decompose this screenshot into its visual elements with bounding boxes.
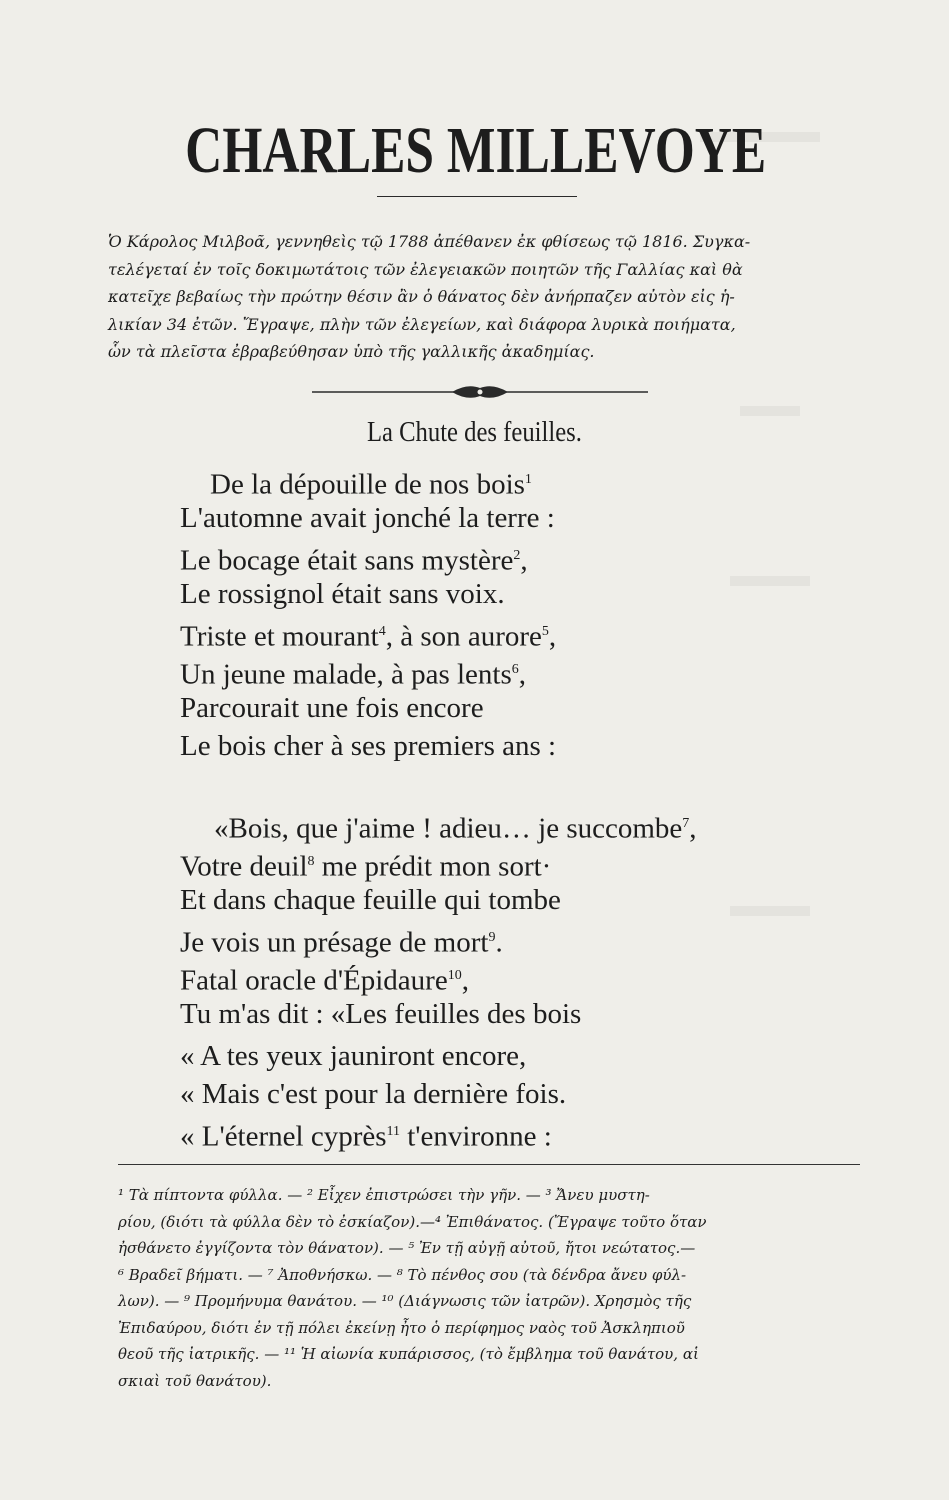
biography-paragraph	[108, 228, 860, 366]
footnotes	[118, 1182, 862, 1394]
footnote-line: ρίου, (διότι τὰ φύλλα δὲν τὸ ἐσκίαζον).—⁴ Ἐπιθάνατος. (Ἔγραψε τοῦτο ὅταν	[118, 1212, 707, 1231]
verse-line: «Bois, que j'aime ! adieu… je succombe$^7$,	[214, 812, 697, 845]
bio-line: τελέγεταί ἐν τοῖς δοκιμωτάτοις τῶν ἐλεγειακῶν ποιητῶν τῆς Γαλλίας καὶ θὰ	[108, 259, 743, 279]
bio-line: Ὁ Κάρολος Μιλβοᾶ, γεννηθεὶς τῷ 1788 ἀπέθανεν ἐκ φθίσεως τῷ 1816. Συγκα-	[108, 232, 751, 251]
verse-line: Fatal oracle d'Épidaure$^{10}$,	[180, 964, 469, 997]
footnote-line: ¹ Τὰ πίπτοντα φύλλα. — ² Εἶχεν ἐπιστρώσει τὴν γῆν. — ³ Ἄνευ μυστη-	[118, 1186, 650, 1204]
footnote-line: σκιαὶ τοῦ θανάτου).	[118, 1371, 272, 1390]
verse-line: Votre deuil$^8$ me prédit mon sort·	[180, 850, 552, 883]
footnote-divider	[118, 1164, 860, 1165]
poem-title: La Chute des feuilles.	[366, 416, 582, 448]
verse-line: Le rossignol était sans voix.	[180, 578, 505, 610]
verse-line: « Mais c'est pour la dernière fois.	[180, 1078, 567, 1110]
bio-line: ὧν τὰ πλεῖστα ἐβραβεύθησαν ὑπὸ τῆς γαλλικῆς ἀκαδημίας.	[108, 342, 595, 361]
verse-line: Je vois un présage de mort$^9$.	[180, 926, 503, 959]
verse-line: L'automne avait jonché la terre :	[180, 502, 555, 534]
verse-line: Tu m'as dit : «Les feuilles des bois	[180, 998, 582, 1030]
footnote-line: λων). — ⁹ Προμήνυμα θανάτου. — ¹⁰ (Διάγνωσις τῶν ἰατρῶν). Χρησμὸς τῆς	[118, 1292, 692, 1310]
footnote-line: ⁶ Βραδεῖ βήματι. — ⁷ Ἀποθνήσκω. — ⁸ Τὸ πένθος σου (τὰ δένδρα ἄνευ φύλ-	[118, 1265, 687, 1284]
verse-line: Et dans chaque feuille qui tombe	[180, 884, 561, 916]
page-title: CHARLES MILLEVOYE	[185, 114, 767, 187]
verse-line: « A tes yeux jauniront encore,	[180, 1040, 527, 1072]
verse-line: Le bocage était sans mystère$^2$,	[180, 544, 528, 577]
verse-line: De la dépouille de nos bois$^1$	[210, 468, 532, 501]
ornament-divider-icon	[312, 382, 648, 402]
verse-line: « L'éternel cyprès$^{11}$ t'environne :	[180, 1120, 552, 1153]
footnote-line: ἠσθάνετο ἐγγίζοντα τὸν θάνατον). — ⁵ Ἐν τῇ αὐγῇ αὐτοῦ, ἤτοι νεώτατος.—	[118, 1239, 696, 1257]
title-divider	[377, 196, 577, 197]
verse-line: Triste et mourant$^4$, à son aurore$^5$,	[180, 620, 557, 653]
bio-line: λικίαν 34 ἐτῶν. Ἔγραψε, πλὴν τῶν ἐλεγείων, καὶ διάφορα λυρικὰ ποιήματα,	[108, 314, 736, 334]
verse-line: Parcourait une fois encore	[180, 692, 484, 724]
footnote-line: θεοῦ τῆς ἰατρικῆς. — ¹¹ Ἡ αἰωνία κυπάρισσος, (τὸ ἔμβλημα τοῦ θανάτου, αἱ	[118, 1345, 699, 1363]
footnote-line: Ἐπιδαύρου, διότι ἐν τῇ πόλει ἐκείνῃ ἦτο ὁ περίφημος ναὸς τοῦ Ἀσκληπιοῦ	[118, 1318, 685, 1337]
verse-line: Le bois cher à ses premiers ans :	[180, 730, 557, 762]
bio-line: κατεῖχε βεβαίως τὴν πρώτην θέσιν ἂν ὁ θάνατος δὲν ἀνήρπαζεν αὐτὸν εἰς ἡ-	[108, 287, 735, 306]
verse-line: Un jeune malade, à pas lents$^6$,	[180, 658, 527, 691]
